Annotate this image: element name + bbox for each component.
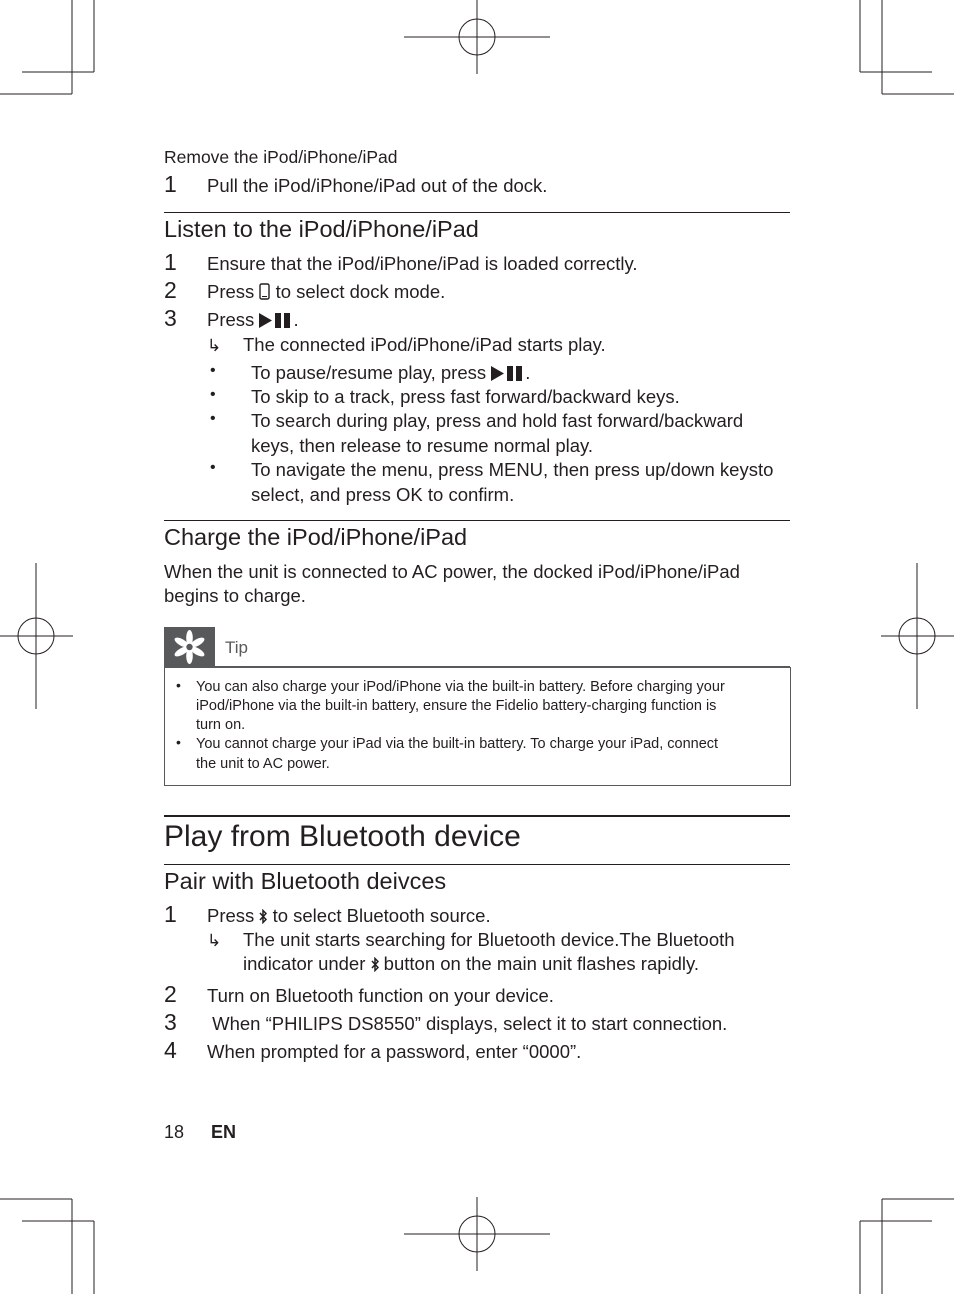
bullet-text: To skip to a track, press fast forward/backward keys. xyxy=(251,386,680,407)
bullet-text xyxy=(251,362,530,386)
bluetooth-icon xyxy=(259,907,267,929)
section-heading-listen: Listen to the iPod/iPhone/iPad xyxy=(164,216,479,242)
bullet-icon: • xyxy=(210,459,216,476)
section-heading-charge: Charge the iPod/iPhone/iPad xyxy=(164,524,468,550)
chapter-rule-thin xyxy=(164,864,790,865)
result-arrow-icon: ↳ xyxy=(207,931,222,950)
bullet-text: To search during play, press and hold fast forward/backward xyxy=(251,410,744,431)
tip-icon-box xyxy=(164,627,215,667)
step-text xyxy=(207,281,445,305)
play-pause-icon xyxy=(259,311,293,333)
menu-key-label: MENU xyxy=(488,459,544,480)
step-text-pre: Press xyxy=(207,309,255,330)
step-number: 1 xyxy=(164,171,177,197)
step-text xyxy=(207,309,299,333)
section-divider xyxy=(164,520,790,521)
bullet-text-pre: select, and press xyxy=(251,484,391,505)
paragraph-line: begins to charge. xyxy=(164,585,306,606)
step-number: 3 xyxy=(164,305,177,331)
result-text: The connected iPod/iPhone/iPad starts play. xyxy=(243,334,606,355)
step-number: 1 xyxy=(164,249,177,275)
tip-text: You cannot charge your iPad via the built-in battery. To charge your iPad, connect xyxy=(196,736,719,752)
chapter-rule-thick xyxy=(164,815,790,817)
step-text: Pull the iPod/iPhone/iPad out of the dock. xyxy=(207,175,548,196)
result-arrow-icon: ↳ xyxy=(207,336,222,355)
step-text-post: to select Bluetooth source. xyxy=(272,905,491,926)
step-number: 1 xyxy=(164,901,177,927)
step-number: 2 xyxy=(164,277,177,303)
bullet-text-post: . xyxy=(525,362,531,383)
play-pause-icon xyxy=(491,364,525,386)
dock-icon xyxy=(259,283,270,305)
step-text-pre: Press xyxy=(207,905,255,926)
step-number: 3 xyxy=(164,1009,177,1035)
remove-title: Remove the iPod/iPhone/iPad xyxy=(164,147,398,167)
step-number: 4 xyxy=(164,1037,177,1063)
step-text xyxy=(207,905,491,929)
step-text-pre: Press xyxy=(207,281,255,302)
step-text-post: to select dock mode. xyxy=(275,281,446,302)
bullet-icon: • xyxy=(210,362,216,379)
bullet-text: keys, then release to resume normal play. xyxy=(251,435,594,456)
bullet-text-post: , then press up/down keysto xyxy=(543,459,774,480)
bullet-text xyxy=(251,484,514,506)
bullet-icon: • xyxy=(176,734,181,750)
bullet-text-post: to confirm. xyxy=(427,484,515,505)
tip-text: turn on. xyxy=(196,717,246,733)
bullet-icon: • xyxy=(210,386,216,403)
bluetooth-icon xyxy=(371,955,379,977)
result-text xyxy=(243,953,699,977)
bullet-text-pre: To navigate the menu, press xyxy=(251,459,484,480)
ok-key-label: OK xyxy=(396,484,423,505)
paragraph-line: When the unit is connected to AC power, the docked iPod/iPhone/iPad xyxy=(164,561,740,582)
bullet-icon: • xyxy=(176,677,181,693)
step-text: When prompted for a password, enter “0000”. xyxy=(207,1041,582,1062)
tip-text: the unit to AC power. xyxy=(196,756,330,772)
step-text-post: . xyxy=(293,309,299,330)
tip-label: Tip xyxy=(225,638,248,657)
step-number: 2 xyxy=(164,981,177,1007)
section-heading-pair: Pair with Bluetooth deivces xyxy=(164,868,447,894)
section-divider xyxy=(164,212,790,213)
bullet-icon: • xyxy=(210,410,216,427)
step-text: Ensure that the iPod/iPhone/iPad is loaded correctly. xyxy=(207,253,638,274)
bullet-text xyxy=(251,459,773,481)
chapter-heading: Play from Bluetooth device xyxy=(164,820,521,853)
page-number: 18 xyxy=(164,1122,185,1142)
tip-text: iPod/iPhone via the built-in battery, ensure the Fidelio battery-charging function is xyxy=(196,698,717,714)
result-text: The unit starts searching for Bluetooth device.The Bluetooth xyxy=(243,929,735,950)
step-text: Turn on Bluetooth function on your device. xyxy=(207,985,554,1006)
result-text-post: button on the main unit flashes rapidly. xyxy=(383,953,700,974)
bullet-text-pre: To pause/resume play, press xyxy=(251,362,487,383)
tip-text: You can also charge your iPod/iPhone via the built-in battery. Before charging your xyxy=(196,679,725,695)
tip-icon xyxy=(164,627,215,667)
step-text: When “PHILIPS DS8550” displays, select it to start connection. xyxy=(207,1013,728,1034)
language-code: EN xyxy=(211,1122,237,1142)
result-text-pre: indicator under xyxy=(243,953,366,974)
